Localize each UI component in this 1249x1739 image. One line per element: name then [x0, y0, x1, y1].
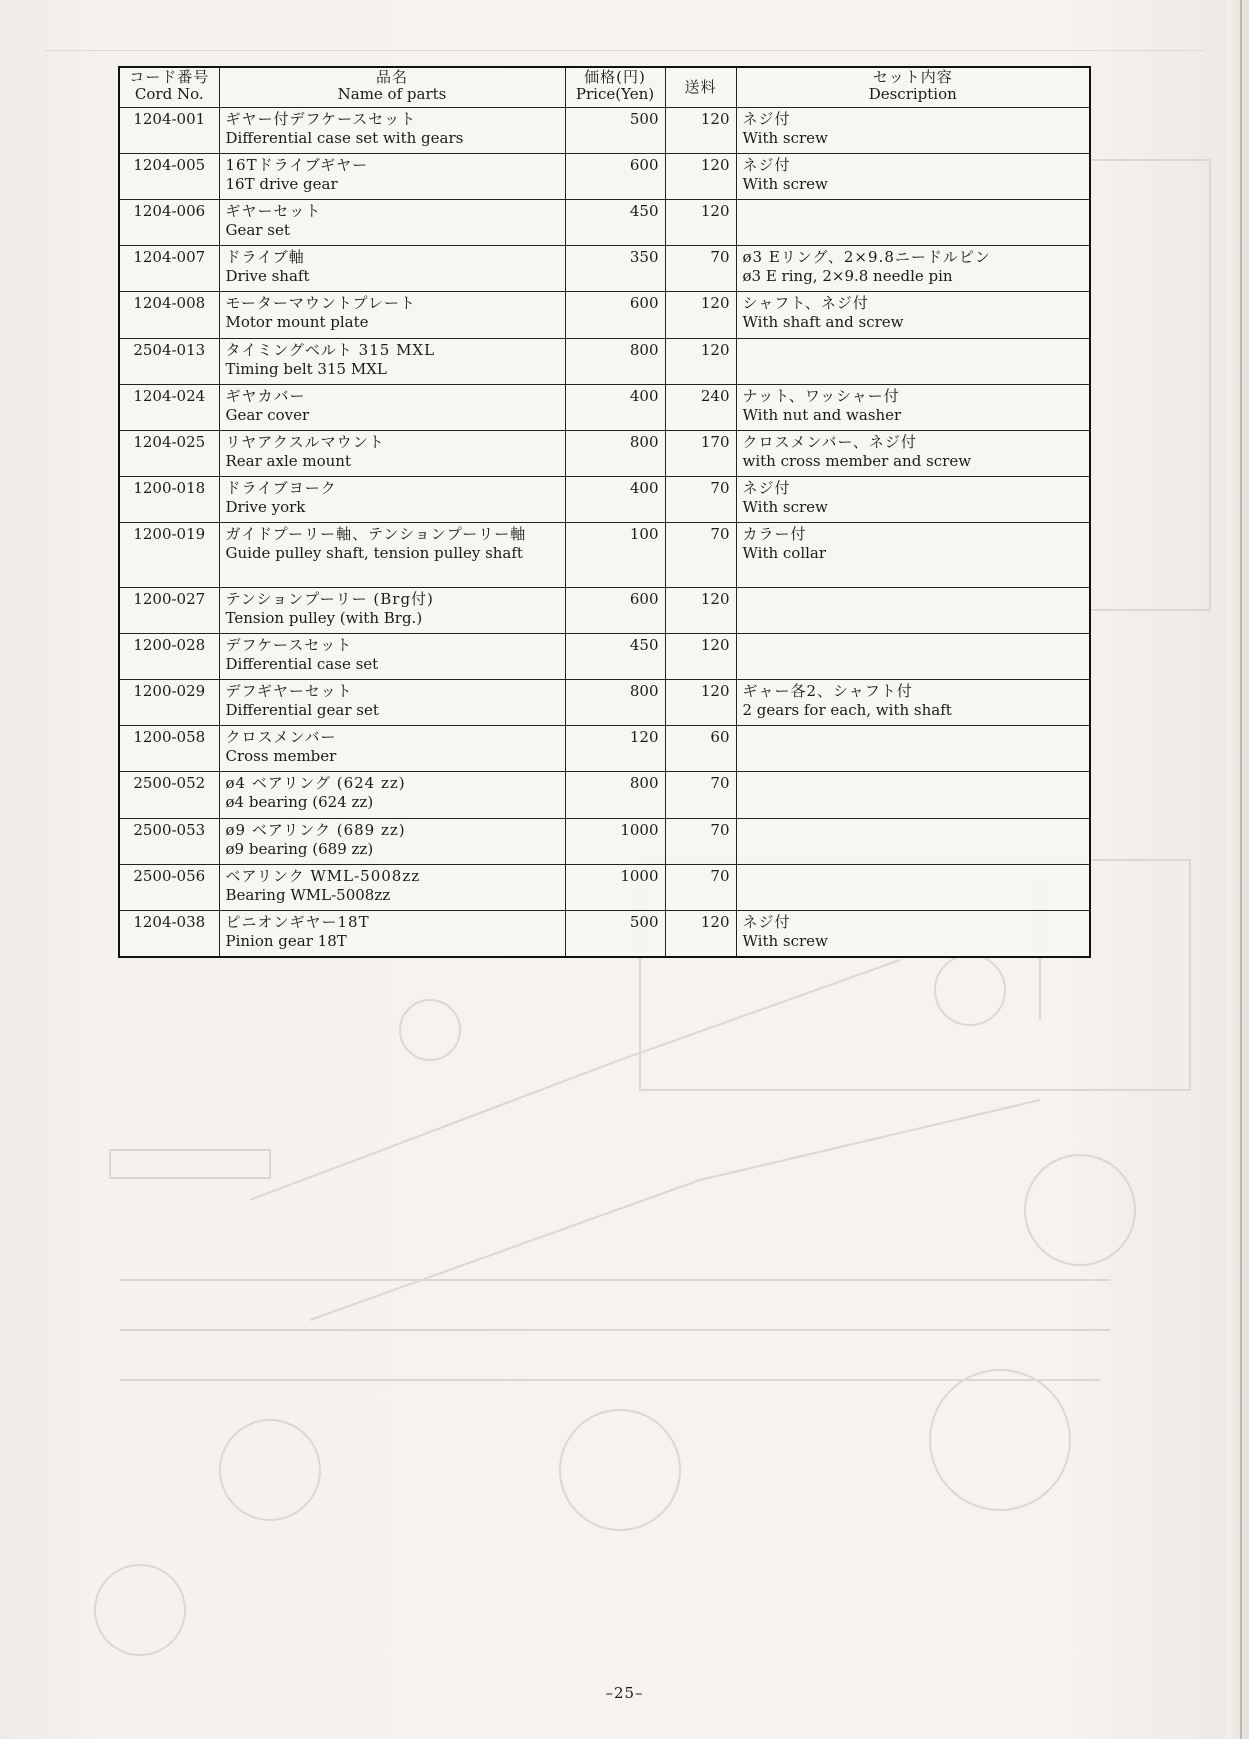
part-code: 1200-028: [119, 633, 219, 679]
part-price: 600: [565, 153, 665, 199]
part-name: モーターマウントプレート Motor mount plate: [219, 292, 565, 338]
part-description: ネジ付 With screw: [736, 107, 1090, 153]
part-description: ネジ付 With screw: [736, 911, 1090, 957]
part-name: ドライブ軸 Drive shaft: [219, 246, 565, 292]
part-price: 400: [565, 477, 665, 523]
part-price: 800: [565, 338, 665, 384]
table-row: [119, 633, 1090, 679]
part-price: 600: [565, 587, 665, 633]
table-row: [119, 384, 1090, 430]
part-description: ナット、ワッシャー付 With nut and washer: [736, 384, 1090, 430]
part-code: 2500-053: [119, 818, 219, 864]
part-price: 500: [565, 911, 665, 957]
part-description: シャフト、ネジ付 With shaft and screw: [736, 292, 1090, 338]
part-code: 1200-029: [119, 680, 219, 726]
part-price: 120: [565, 726, 665, 772]
part-code: 1204-007: [119, 246, 219, 292]
part-shipping: 70: [665, 523, 736, 587]
part-description: [736, 587, 1090, 633]
part-shipping: 120: [665, 292, 736, 338]
part-description: ネジ付 With screw: [736, 477, 1090, 523]
part-price: 450: [565, 633, 665, 679]
part-description: [736, 772, 1090, 818]
part-name: ギヤー付デフケースセット Differential case set with gears: [219, 107, 565, 153]
part-shipping: 120: [665, 587, 736, 633]
part-name: ドライブヨーク Drive york: [219, 477, 565, 523]
part-code: 1200-027: [119, 587, 219, 633]
part-price: 350: [565, 246, 665, 292]
table-row: [119, 726, 1090, 772]
part-name: デフギヤーセット Differential gear set: [219, 680, 565, 726]
part-code: 1204-005: [119, 153, 219, 199]
top-rule: [45, 50, 1205, 51]
table-row: [119, 818, 1090, 864]
table-row: [119, 864, 1090, 910]
table-row: [119, 292, 1090, 338]
part-name: テンションプーリー (Brg付) Tension pulley (with Brg.): [219, 587, 565, 633]
table-row: [119, 477, 1090, 523]
table-row: [119, 199, 1090, 245]
part-name: ベアリンク WML-5008zz Bearing WML-5008zz: [219, 864, 565, 910]
part-shipping: 170: [665, 430, 736, 476]
table-row: [119, 772, 1090, 818]
part-description: ø3 Eリング、2×9.8ニードルピン ø3 E ring, 2×9.8 needle pin: [736, 246, 1090, 292]
part-code: 2500-052: [119, 772, 219, 818]
part-price: 1000: [565, 818, 665, 864]
part-shipping: 120: [665, 107, 736, 153]
part-name: デフケースセット Differential case set: [219, 633, 565, 679]
header-price: 価格(円) Price(Yen): [565, 67, 665, 107]
header-name: 品名 Name of parts: [219, 67, 565, 107]
part-price: 800: [565, 430, 665, 476]
part-name: ピニオンギヤー18T Pinion gear 18T: [219, 911, 565, 957]
part-code: 1204-025: [119, 430, 219, 476]
page-spine-edge: [1227, 0, 1249, 1739]
part-description: ギャー各2、シャフト付 2 gears for each, with shaft: [736, 680, 1090, 726]
table-row: [119, 523, 1090, 587]
part-name: ギヤーセット Gear set: [219, 199, 565, 245]
part-shipping: 120: [665, 911, 736, 957]
part-shipping: 70: [665, 477, 736, 523]
part-price: 100: [565, 523, 665, 587]
header-code: コード番号 Cord No.: [119, 67, 219, 107]
table-header-row: [119, 67, 1090, 107]
part-price: 500: [565, 107, 665, 153]
part-price: 800: [565, 680, 665, 726]
parts-price-table: [118, 66, 1091, 958]
table-row: [119, 153, 1090, 199]
part-shipping: 70: [665, 246, 736, 292]
part-description: カラー付 With collar: [736, 523, 1090, 587]
table-row: [119, 680, 1090, 726]
table-row: [119, 430, 1090, 476]
part-name: リヤアクスルマウント Rear axle mount: [219, 430, 565, 476]
part-name: ギヤカバー Gear cover: [219, 384, 565, 430]
part-shipping: 70: [665, 864, 736, 910]
header-description: セット内容 Description: [736, 67, 1090, 107]
part-shipping: 120: [665, 338, 736, 384]
part-price: 600: [565, 292, 665, 338]
part-code: 2504-013: [119, 338, 219, 384]
part-description: ネジ付 With screw: [736, 153, 1090, 199]
table-row: [119, 246, 1090, 292]
table-row: [119, 338, 1090, 384]
part-name: ø9 ベアリンク (689 zz) ø9 bearing (689 zz): [219, 818, 565, 864]
part-name: タイミングベルト 315 MXL Timing belt 315 MXL: [219, 338, 565, 384]
page-number: –25–: [605, 1684, 644, 1702]
part-description: [736, 726, 1090, 772]
part-price: 400: [565, 384, 665, 430]
binding-line: [1240, 0, 1242, 1739]
part-name: ø4 ベアリング (624 zz) ø4 bearing (624 zz): [219, 772, 565, 818]
part-shipping: 70: [665, 818, 736, 864]
part-shipping: 70: [665, 772, 736, 818]
part-price: 1000: [565, 864, 665, 910]
part-description: [736, 199, 1090, 245]
part-code: 1200-018: [119, 477, 219, 523]
part-code: 1204-006: [119, 199, 219, 245]
part-price: 450: [565, 199, 665, 245]
part-code: 1204-001: [119, 107, 219, 153]
part-shipping: 120: [665, 633, 736, 679]
part-code: 1204-038: [119, 911, 219, 957]
part-description: [736, 818, 1090, 864]
part-description: [736, 864, 1090, 910]
part-code: 1200-058: [119, 726, 219, 772]
part-code: 2500-056: [119, 864, 219, 910]
header-shipping: 送料: [665, 67, 736, 107]
table-row: [119, 107, 1090, 153]
part-shipping: 120: [665, 680, 736, 726]
part-shipping: 120: [665, 199, 736, 245]
part-shipping: 240: [665, 384, 736, 430]
table-row: [119, 587, 1090, 633]
part-code: 1204-008: [119, 292, 219, 338]
part-description: [736, 338, 1090, 384]
part-description: [736, 633, 1090, 679]
part-description: クロスメンバー、ネジ付 with cross member and screw: [736, 430, 1090, 476]
part-code: 1204-024: [119, 384, 219, 430]
part-name: 16Tドライブギヤー 16T drive gear: [219, 153, 565, 199]
part-price: 800: [565, 772, 665, 818]
part-shipping: 120: [665, 153, 736, 199]
table-row: [119, 911, 1090, 957]
part-name: クロスメンバー Cross member: [219, 726, 565, 772]
part-shipping: 60: [665, 726, 736, 772]
part-name: ガイドプーリー軸、テンションプーリー軸 Guide pulley shaft, tension pulley shaft: [219, 523, 565, 587]
part-code: 1200-019: [119, 523, 219, 587]
